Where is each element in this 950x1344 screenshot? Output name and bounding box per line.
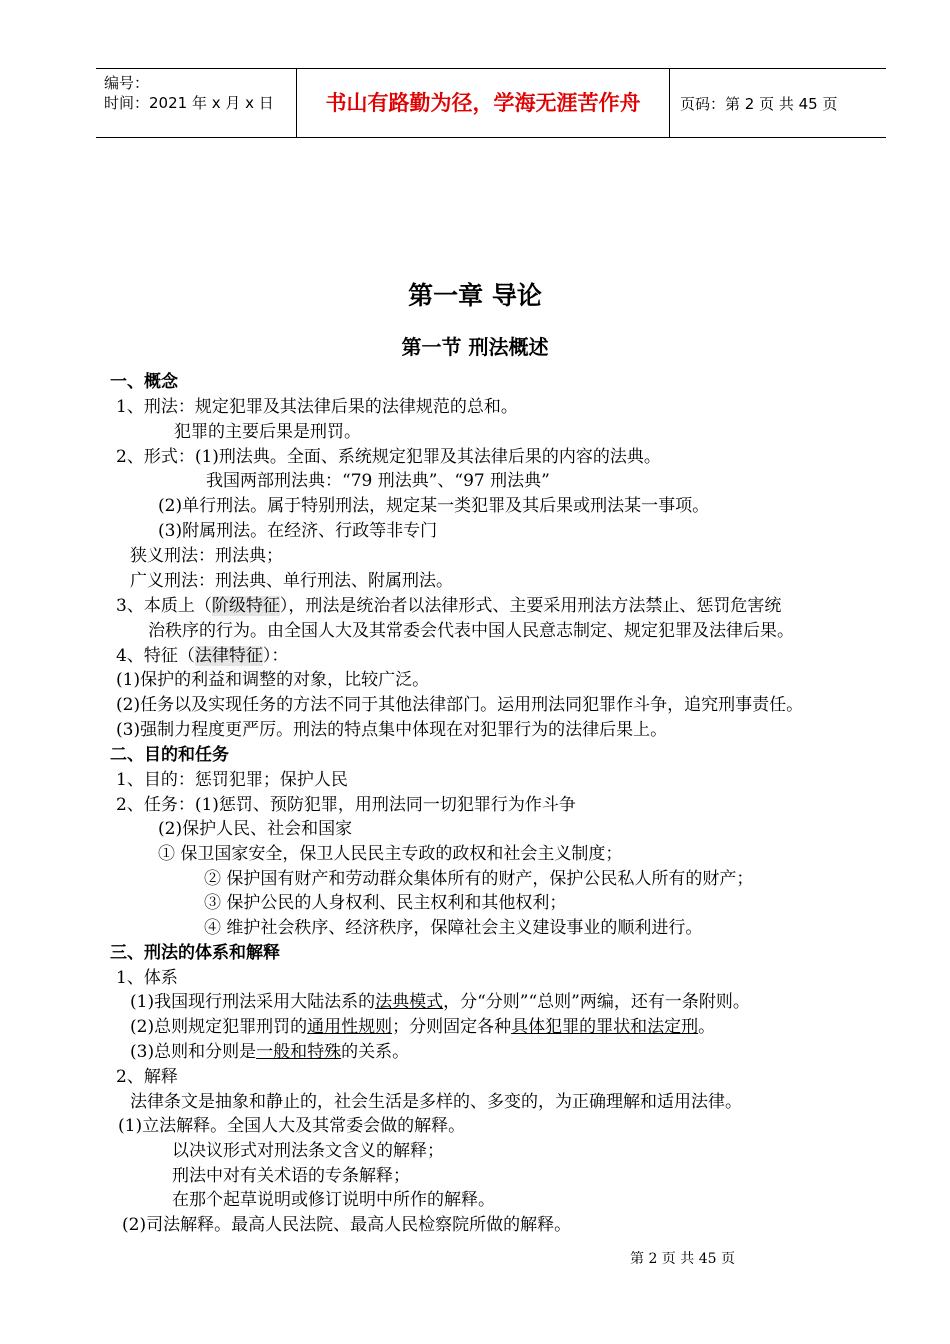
- s1-line: (3)强制力程度更严厉。刑法的特点集中体现在对犯罪行为的法律后果上。: [116, 720, 668, 740]
- text-fragment: (1)我国现行刑法采用大陆法系的: [130, 992, 376, 1012]
- text-fragment: 3、本质上（: [116, 596, 212, 616]
- s1-line: (2)任务以及实现任务的方法不同于其他法律部门。运用刑法同犯罪作斗争，追究刑事责任。: [116, 695, 804, 715]
- page-header: [96, 68, 886, 138]
- s1-line: 犯罪的主要后果是刑罚。: [174, 422, 361, 442]
- s1-line: (3)附属刑法。在经济、行政等非专门: [158, 521, 438, 541]
- s2-line: ② 保护国有财产和劳动群众集体所有的财产，保护公民私人所有的财产；: [204, 869, 754, 889]
- underlined-term: 通用性规则: [307, 1017, 393, 1037]
- s3-line: [130, 1016, 715, 1038]
- text-fragment: ）：: [262, 646, 289, 666]
- s2-line: ④ 维护社会秩序、经济秩序，保障社会主义建设事业的顺利进行。: [204, 918, 703, 938]
- highlighted-term: 阶级特征: [211, 596, 280, 616]
- s2-line: 1、目的：惩罚犯罪；保护人民: [116, 770, 348, 790]
- highlighted-term: 法律特征: [194, 646, 263, 666]
- s1-line: (1)保护的利益和调整的对象，比较广泛。: [116, 670, 430, 690]
- underlined-term: 法典模式: [375, 992, 444, 1012]
- s1-line: 治秩序的行为。由全国人大及其常委会代表中国人民意志制定、规定犯罪及法律后果。: [148, 621, 794, 641]
- s1-line: 1、刑法：规定犯罪及其法律后果的法律规范的总和。: [116, 397, 518, 417]
- text-fragment: ），刑法是统治者以法律形式、主要采用刑法方法禁止、惩罚危害统: [279, 596, 782, 616]
- header-meta: [104, 73, 274, 113]
- s2-line: ③ 保护公民的人身权利、民主权利和其他权利；: [204, 893, 567, 913]
- text-fragment: 4、特征（: [116, 646, 195, 666]
- s1-line: 广义刑法：刑法典、单行刑法、附属刑法。: [130, 571, 453, 591]
- section-title: 第一节 刑法概述: [401, 335, 549, 359]
- chapter-title: 第一章 导论: [408, 281, 542, 310]
- text-fragment: ；分则固定各种: [392, 1017, 512, 1037]
- text-fragment: 。: [698, 1017, 716, 1037]
- s2-line: (2)保护人民、社会和国家: [158, 819, 353, 839]
- header-number: 编号：: [104, 74, 150, 92]
- s2-heading: 二、目的和任务: [110, 745, 229, 765]
- s3-line: 在那个起草说明或修订说明中所作的解释。: [172, 1190, 495, 1210]
- text-fragment: (2)总则规定犯罪刑罚的: [130, 1017, 308, 1037]
- page-footer: 第 2 页 共 45 页: [630, 1251, 735, 1267]
- s1-line: 狭义刑法：刑法典；: [130, 546, 283, 566]
- s3-heading: 三、刑法的体系和解释: [110, 943, 280, 963]
- s3-line: 2、解释: [116, 1067, 178, 1087]
- text-fragment: ，分“分则”“总则”两编，还有一条附则。: [443, 992, 750, 1012]
- underlined-term: 具体犯罪的罪状和法定刑: [511, 1017, 699, 1037]
- s1-line: [116, 645, 288, 667]
- s2-line: ① 保卫国家安全，保卫人民民主专政的政权和社会主义制度；: [158, 844, 623, 864]
- text-fragment: (3)总则和分则是: [130, 1042, 257, 1062]
- s3-line: 刑法中对有关术语的专条解释；: [172, 1166, 410, 1186]
- s3-line: (1)立法解释。全国人大及其常委会做的解释。: [118, 1116, 466, 1136]
- s1-heading: 一、概念: [110, 372, 178, 392]
- s3-line: 以决议形式对刑法条文含义的解释；: [172, 1141, 444, 1161]
- header-page: 页码：第 2 页 共 45 页: [680, 95, 838, 113]
- s1-line: 2、形式：(1)刑法典。全面、系统规定犯罪及其法律后果的内容的法典。: [116, 447, 661, 467]
- s3-line: [130, 1041, 409, 1063]
- s2-line: 2、任务：(1)惩罚、预防犯罪，用刑法同一切犯罪行为作斗争: [116, 795, 576, 815]
- underlined-term: 一般和特殊: [256, 1042, 342, 1062]
- s1-line: (2)单行刑法。属于特别刑法，规定某一类犯罪及其后果或刑法某一事项。: [158, 496, 710, 516]
- s3-line: 法律条文是抽象和静止的，社会生活是多样的、多变的，为正确理解和适用法律。: [130, 1092, 742, 1112]
- header-motto: 书山有路勤为径，学海无涯苦作舟: [296, 69, 670, 137]
- header-time: 时间：2021 年 x 月 x 日: [104, 94, 274, 112]
- s1-line: [116, 595, 781, 617]
- s3-line: (2)司法解释。最高人民法院、最高人民检察院所做的解释。: [122, 1215, 572, 1235]
- s3-line: 1、体系: [116, 968, 178, 988]
- s3-line: [130, 991, 750, 1013]
- s1-line: 我国两部刑法典：“79 刑法典”、“97 刑法典”: [206, 471, 550, 491]
- text-fragment: 的关系。: [341, 1042, 410, 1062]
